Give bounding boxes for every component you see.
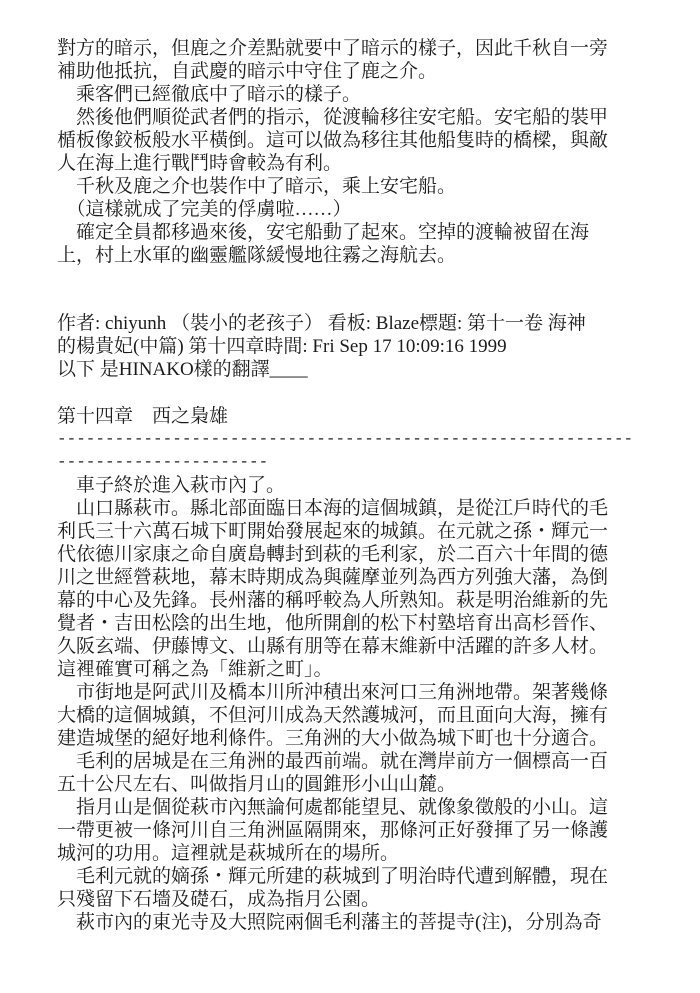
divider-line-1: ------------------------------------------------------------: [57, 430, 634, 448]
translator-note-line: 以下 是HINAKO樣的翻譯____: [57, 359, 308, 380]
text-line: （這樣就成了完美的俘虜啦……）: [57, 199, 352, 220]
text-line: 山口縣萩市。縣北部面臨日本海的這個城鎮，是從江戶時代的毛: [57, 498, 609, 519]
post-header-line: 的楊貴妃(中篇) 第十四章時間: Fri Sep 17 10:09:16 1999: [57, 336, 507, 357]
text-line: 萩市內的東光寺及大照院兩個毛利藩主的菩提寺(注)，分別為奇: [57, 912, 602, 933]
text-line: 川之世經營萩地，幕末時期成為與薩摩並列為西方列強大藩，為倒: [57, 567, 609, 588]
text-line: 五十公尺左右、叫做指月山的圓錐形小山山麓。: [57, 774, 457, 795]
text-line: 確定全員都移過來後，安宅船動了起來。空掉的渡輪被留在海: [57, 222, 590, 243]
text-line: 久阪玄端、伊藤博文、山縣有朋等在幕末維新中活躍的許多人材。: [57, 636, 609, 657]
text-line: 幕的中心及先鋒。長州藩的稱呼較為人所熟知。萩是明治維新的先: [57, 590, 609, 611]
text-line: 大橋的這個城鎮，不但河川成為天然護城河，而且面向大海，擁有: [57, 705, 609, 726]
text-line: 建造城堡的絕好地利條件。三角洲的大小做為城下町也十分適合。: [57, 728, 609, 749]
text-line: 補助他抵抗，自武慶的暗示中守住了鹿之介。: [57, 61, 438, 82]
text-line: 乘客們已經徹底中了暗示的樣子。: [57, 84, 362, 105]
text-line: 只殘留下石墻及礎石，成為指月公園。: [57, 889, 381, 910]
text-line: 人在海上進行戰鬥時會較為有利。: [57, 153, 343, 174]
text-line: 代依德川家康之命自廣島轉封到萩的毛利家，於二百六十年間的德: [57, 544, 609, 565]
divider-line-2: ----------------------: [57, 453, 269, 471]
text-line: 城河的功用。這裡就是萩城所在的場所。: [57, 843, 400, 864]
text-line: 毛利元就的嫡孫・輝元所建的萩城到了明治時代遭到解體，現在: [57, 866, 609, 887]
text-line: 一帶更被一條河川自三角洲區隔開來，那條河正好發揮了另一條護: [57, 820, 609, 841]
text-line: 覺者・吉田松陰的出生地，他所開創的松下村塾培育出高杉晉作、: [57, 613, 609, 634]
chapter-title: 第十四章 西之梟雄: [57, 406, 229, 427]
chapter-section: [57, 405, 655, 474]
text-line: 然後他們順從武者們的指示，從渡輪移往安宅船。安宅船的裝甲: [57, 107, 609, 128]
story-paragraphs-top: [57, 37, 655, 267]
post-header: [57, 312, 655, 381]
text-line: 千秋及鹿之介也裝作中了暗示，乘上安宅船。: [57, 176, 457, 197]
text-line: 市街地是阿武川及橋本川所沖積出來河口三角洲地帶。架著幾條: [57, 682, 609, 703]
text-line: 毛利的居城是在三角洲的最西前端。就在灣岸前方一個標高一百: [57, 751, 609, 772]
text-line: 上，村上水軍的幽靈艦隊緩慢地往霧之海航去。: [57, 245, 457, 266]
post-header-line: 作者: chiyunh （裝小的老孩子） 看板: Blaze標題: 第十一卷 海神: [57, 313, 586, 334]
text-line: 車子終於進入萩市內了。: [57, 475, 286, 496]
story-paragraphs-main: [57, 474, 655, 934]
text-line: 利氏三十六萬石城下町開始發展起來的城鎮。在元就之孫・輝元一: [57, 521, 609, 542]
text-line: 指月山是個從萩市內無論何處都能望見、就像象徵般的小山。這: [57, 797, 609, 818]
text-line: 這裡確實可稱之為「維新之町」。: [57, 659, 333, 680]
text-line: 對方的暗示，但鹿之介差點就要中了暗示的樣子，因此千秋自一旁: [57, 38, 609, 59]
text-line: 楯板像鉸板般水平橫倒。這可以做為移往其他船隻時的橋樑，與敵: [57, 130, 609, 151]
